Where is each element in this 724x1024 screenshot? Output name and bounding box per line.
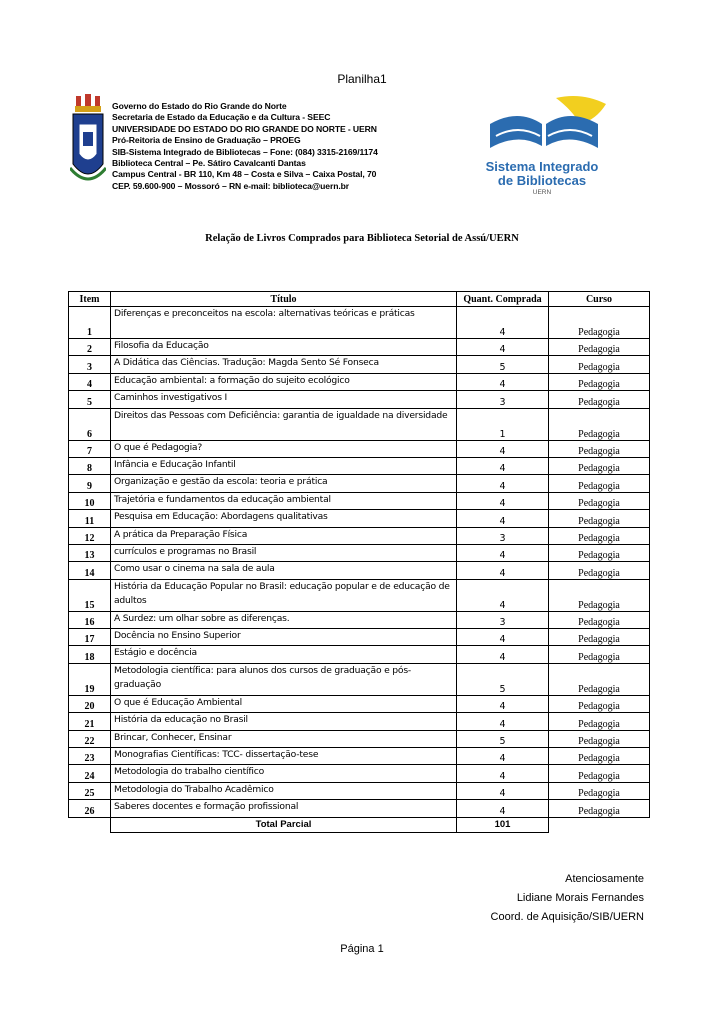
cell-course: Pedagogia (549, 408, 650, 440)
report-title: Relação de Livros Comprados para Biblioteca Setorial de Assú/UERN (205, 233, 519, 244)
cell-item: 3 (69, 356, 111, 373)
cell-item: 7 (69, 440, 111, 457)
cell-item: 10 (69, 492, 111, 509)
table-row (69, 713, 650, 730)
cell-item: 24 (69, 765, 111, 782)
cell-title: Metodologia científica: para alunos dos cursos de graduação e pós-graduação (111, 663, 457, 695)
cell-quantity: 4 (457, 492, 549, 509)
cell-quantity: 4 (457, 646, 549, 663)
table-row (69, 373, 650, 390)
table-row (69, 629, 650, 646)
column-header-title: Título (111, 292, 457, 307)
table-row (69, 748, 650, 765)
institution-header (112, 101, 378, 192)
table-row (69, 663, 650, 695)
cell-course: Pedagogia (549, 373, 650, 390)
table-header-row (69, 292, 650, 307)
cell-course: Pedagogia (549, 611, 650, 628)
cell-course: Pedagogia (549, 748, 650, 765)
cell-quantity: 3 (457, 611, 549, 628)
cell-title: Diferenças e preconceitos na escola: alternativas teóricas e práticas (111, 307, 457, 339)
cell-course: Pedagogia (549, 339, 650, 356)
cell-title: O que é Educação Ambiental (111, 695, 457, 712)
cell-item: 9 (69, 475, 111, 492)
header-line: SIB-Sistema Integrado de Bibliotecas – Fone: (084) 3315-2169/1174 (112, 146, 378, 157)
sheet-title: Planilha1 (337, 72, 387, 86)
cell-item: 6 (69, 408, 111, 440)
signature-name: Lidiane Morais Fernandes (516, 892, 644, 904)
total-label: Total Parcial (111, 817, 457, 832)
cell-quantity: 3 (457, 527, 549, 544)
cell-title: Estágio e docência (111, 646, 457, 663)
cell-item: 4 (69, 373, 111, 390)
cell-item: 13 (69, 544, 111, 561)
cell-title: A Surdez: um olhar sobre as diferenças. (111, 611, 457, 628)
cell-quantity: 4 (457, 765, 549, 782)
cell-item: 11 (69, 510, 111, 527)
cell-title: Metodologia do trabalho científico (111, 765, 457, 782)
table-row (69, 730, 650, 747)
signature-closing: Atenciosamente (565, 873, 644, 885)
cell-course: Pedagogia (549, 510, 650, 527)
header-line: Secretaria de Estado da Educação e da Cultura - SEEC (112, 112, 331, 123)
cell-course: Pedagogia (549, 527, 650, 544)
table-row (69, 307, 650, 339)
cell-title: Infância e Educação Infantil (111, 457, 457, 474)
cell-item: 21 (69, 713, 111, 730)
cell-item: 25 (69, 782, 111, 799)
cell-item: 19 (69, 663, 111, 695)
cell-title: Pesquisa em Educação: Abordagens qualitativas (111, 510, 457, 527)
cell-title: currículos e programas no Brasil (111, 544, 457, 561)
cell-course: Pedagogia (549, 663, 650, 695)
cell-quantity: 4 (457, 307, 549, 339)
total-spacer (69, 817, 111, 832)
cell-title: Saberes docentes e formação profissional (111, 800, 457, 817)
cell-item: 8 (69, 457, 111, 474)
cell-item: 5 (69, 391, 111, 408)
cell-item: 23 (69, 748, 111, 765)
table-row (69, 782, 650, 799)
cell-course: Pedagogia (549, 695, 650, 712)
total-value: 101 (457, 817, 549, 832)
cell-course: Pedagogia (549, 629, 650, 646)
cell-title: A prática da Preparação Física (111, 527, 457, 544)
cell-item: 18 (69, 646, 111, 663)
cell-quantity: 4 (457, 782, 549, 799)
cell-quantity: 4 (457, 695, 549, 712)
table-row (69, 800, 650, 817)
cell-quantity: 4 (457, 339, 549, 356)
cell-quantity: 3 (457, 391, 549, 408)
cell-title: História da educação no Brasil (111, 713, 457, 730)
cell-course: Pedagogia (549, 307, 650, 339)
table-row (69, 646, 650, 663)
cell-quantity: 5 (457, 356, 549, 373)
cell-title: A Didática das Ciências. Tradução: Magda Sento Sé Fonseca (111, 356, 457, 373)
open-book-icon (484, 94, 614, 160)
logo-acronym: UERN (532, 189, 552, 196)
table-row (69, 695, 650, 712)
cell-title: Metodologia do Trabalho Acadêmico (111, 782, 457, 799)
cell-course: Pedagogia (549, 646, 650, 663)
table-row (69, 492, 650, 509)
table-row (69, 356, 650, 373)
table-row (69, 579, 650, 611)
cell-title: Educação ambiental: a formação do sujeito ecológico (111, 373, 457, 390)
cell-item: 15 (69, 579, 111, 611)
cell-item: 2 (69, 339, 111, 356)
cell-title: Como usar o cinema na sala de aula (111, 562, 457, 579)
logo-subtitle: de Bibliotecas (497, 173, 587, 188)
table-row (69, 391, 650, 408)
cell-quantity: 4 (457, 544, 549, 561)
table-body (69, 307, 650, 833)
cell-course: Pedagogia (549, 782, 650, 799)
cell-quantity: 4 (457, 373, 549, 390)
cell-item: 16 (69, 611, 111, 628)
cell-item: 20 (69, 695, 111, 712)
cell-course: Pedagogia (549, 713, 650, 730)
table-row (69, 408, 650, 440)
table-row (69, 527, 650, 544)
cell-title: O que é Pedagogia? (111, 440, 457, 457)
cell-course: Pedagogia (549, 391, 650, 408)
total-row (69, 817, 650, 832)
cell-item: 17 (69, 629, 111, 646)
signature-role: Coord. de Aquisição/SIB/UERN (490, 911, 644, 923)
cell-course: Pedagogia (549, 492, 650, 509)
total-spacer (549, 817, 650, 832)
table-row (69, 544, 650, 561)
table-row (69, 611, 650, 628)
column-header-course: Curso (549, 292, 650, 307)
header-line: Campus Central - BR 110, Km 48 – Costa e Silva – Caixa Postal, 70 (112, 169, 377, 180)
cell-quantity: 1 (457, 408, 549, 440)
cell-course: Pedagogia (549, 800, 650, 817)
cell-course: Pedagogia (549, 562, 650, 579)
university-coat-of-arms-icon (70, 94, 106, 190)
cell-course: Pedagogia (549, 457, 650, 474)
cell-item: 12 (69, 527, 111, 544)
header-line: Governo do Estado do Rio Grande do Norte (112, 101, 287, 111)
table-row (69, 765, 650, 782)
table-row (69, 475, 650, 492)
cell-quantity: 4 (457, 562, 549, 579)
cell-item: 22 (69, 730, 111, 747)
cell-quantity: 4 (457, 800, 549, 817)
cell-quantity: 4 (457, 457, 549, 474)
table-row (69, 562, 650, 579)
cell-course: Pedagogia (549, 765, 650, 782)
header-line: CEP. 59.600-900 – Mossoró – RN e-mail: biblioteca@uern.br (112, 180, 350, 191)
cell-quantity: 4 (457, 440, 549, 457)
header-line: Pró-Reitoria de Ensino de Graduação – PROEG (112, 135, 301, 146)
sib-logo (484, 94, 614, 204)
cell-quantity: 5 (457, 730, 549, 747)
cell-quantity: 4 (457, 748, 549, 765)
cell-title: História da Educação Popular no Brasil: educação popular e de educação de adultos (111, 579, 457, 611)
cell-title: Brincar, Conhecer, Ensinar (111, 730, 457, 747)
cell-item: 26 (69, 800, 111, 817)
cell-title: Docência no Ensino Superior (111, 629, 457, 646)
cell-course: Pedagogia (549, 440, 650, 457)
cell-item: 1 (69, 307, 111, 339)
cell-quantity: 4 (457, 629, 549, 646)
table-row (69, 339, 650, 356)
cell-quantity: 4 (457, 713, 549, 730)
cell-title: Monografias Científicas: TCC- dissertação-tese (111, 748, 457, 765)
column-header-quantity: Quant. Comprada (457, 292, 549, 307)
book-list-table (68, 291, 650, 833)
cell-title: Trajetória e fundamentos da educação ambiental (111, 492, 457, 509)
table-row (69, 440, 650, 457)
cell-course: Pedagogia (549, 544, 650, 561)
column-header-item: Item (69, 292, 111, 307)
cell-title: Filosofia da Educação (111, 339, 457, 356)
page-number: Página 1 (340, 943, 384, 955)
cell-quantity: 4 (457, 510, 549, 527)
cell-course: Pedagogia (549, 579, 650, 611)
logo-title: Sistema Integrado (485, 159, 599, 174)
header-line: UNIVERSIDADE DO ESTADO DO RIO GRANDE DO NORTE - UERN (112, 123, 377, 134)
cell-title: Direitos das Pessoas com Deficiência: garantia de igualdade na diversidade (111, 408, 457, 440)
table-row (69, 510, 650, 527)
cell-quantity: 4 (457, 475, 549, 492)
header-line: Biblioteca Central – Pe. Sátiro Cavalcanti Dantas (112, 158, 306, 169)
cell-quantity: 4 (457, 579, 549, 611)
cell-item: 14 (69, 562, 111, 579)
cell-course: Pedagogia (549, 730, 650, 747)
cell-title: Caminhos investigativos I (111, 391, 457, 408)
cell-title: Organização e gestão da escola: teoria e prática (111, 475, 457, 492)
cell-quantity: 5 (457, 663, 549, 695)
cell-course: Pedagogia (549, 475, 650, 492)
cell-course: Pedagogia (549, 356, 650, 373)
table-row (69, 457, 650, 474)
